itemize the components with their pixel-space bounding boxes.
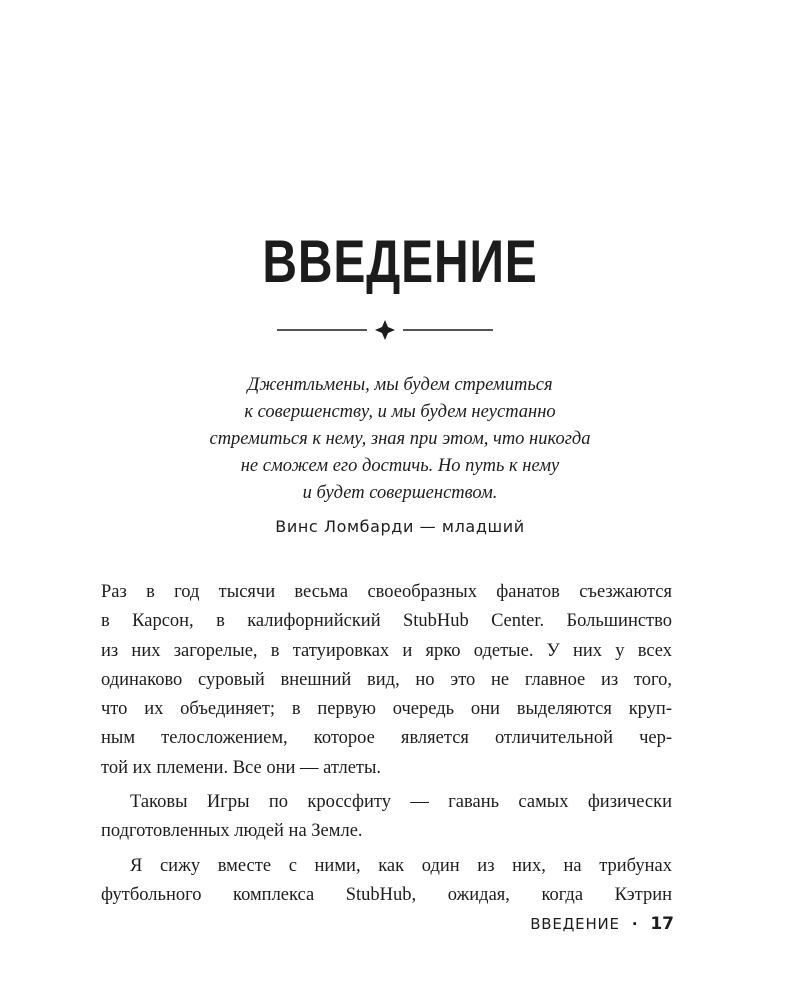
body-line: Я сижу вместе с ними, как один из них, на трибунах xyxy=(130,855,672,876)
body-line: подготовленных людей на Земле. xyxy=(101,821,363,842)
epigraph-line: стремиться к нему, зная при этом, что никогда xyxy=(209,429,591,449)
epigraph xyxy=(120,372,680,507)
epigraph-line: к совершенству, и мы будем неустанно xyxy=(244,402,556,422)
body-text xyxy=(101,578,672,910)
body-line: Раз в год тысячи весьма своеобразных фанатов съезжаются xyxy=(101,582,672,602)
body-line: что их объединяет; в первую очередь они выделяются круп- xyxy=(101,699,672,720)
page-number: 17 xyxy=(650,914,674,934)
chapter-title: ВВЕДЕНИЕ xyxy=(262,228,538,295)
epigraph-author: Винс Ломбарди — младший xyxy=(275,517,525,536)
body-line: одинаково суровый внешний вид, но это не главное из того, xyxy=(101,669,672,690)
body-line: футбольного комплекса StubHub, ожидая, когда Кэтрин xyxy=(101,884,672,905)
four-point-star-icon xyxy=(375,320,395,340)
epigraph-line: Джентльмены, мы будем стремиться xyxy=(247,375,553,395)
body-line: Таковы Игры по кроссфиту — гавань самых физически xyxy=(130,792,672,813)
body-line: ным телосложением, которое является отличительной чер- xyxy=(101,728,672,749)
footer-separator: · xyxy=(631,915,639,933)
epigraph-line: и будет совершенством. xyxy=(302,483,498,503)
body-line: из них загорелые, в татуировках и ярко одетые. У них у всех xyxy=(101,640,672,661)
body-line: в Карсон, в калифорнийский StubHub Center. Большинство xyxy=(101,611,672,632)
running-head: ВВЕДЕНИЕ xyxy=(530,915,620,933)
body-line: той их племени. Все они — атлеты. xyxy=(101,757,382,778)
page-footer xyxy=(530,910,674,938)
title-ornament xyxy=(275,318,495,342)
epigraph-line: не сможем его достичь. Но путь к нему xyxy=(240,456,560,476)
